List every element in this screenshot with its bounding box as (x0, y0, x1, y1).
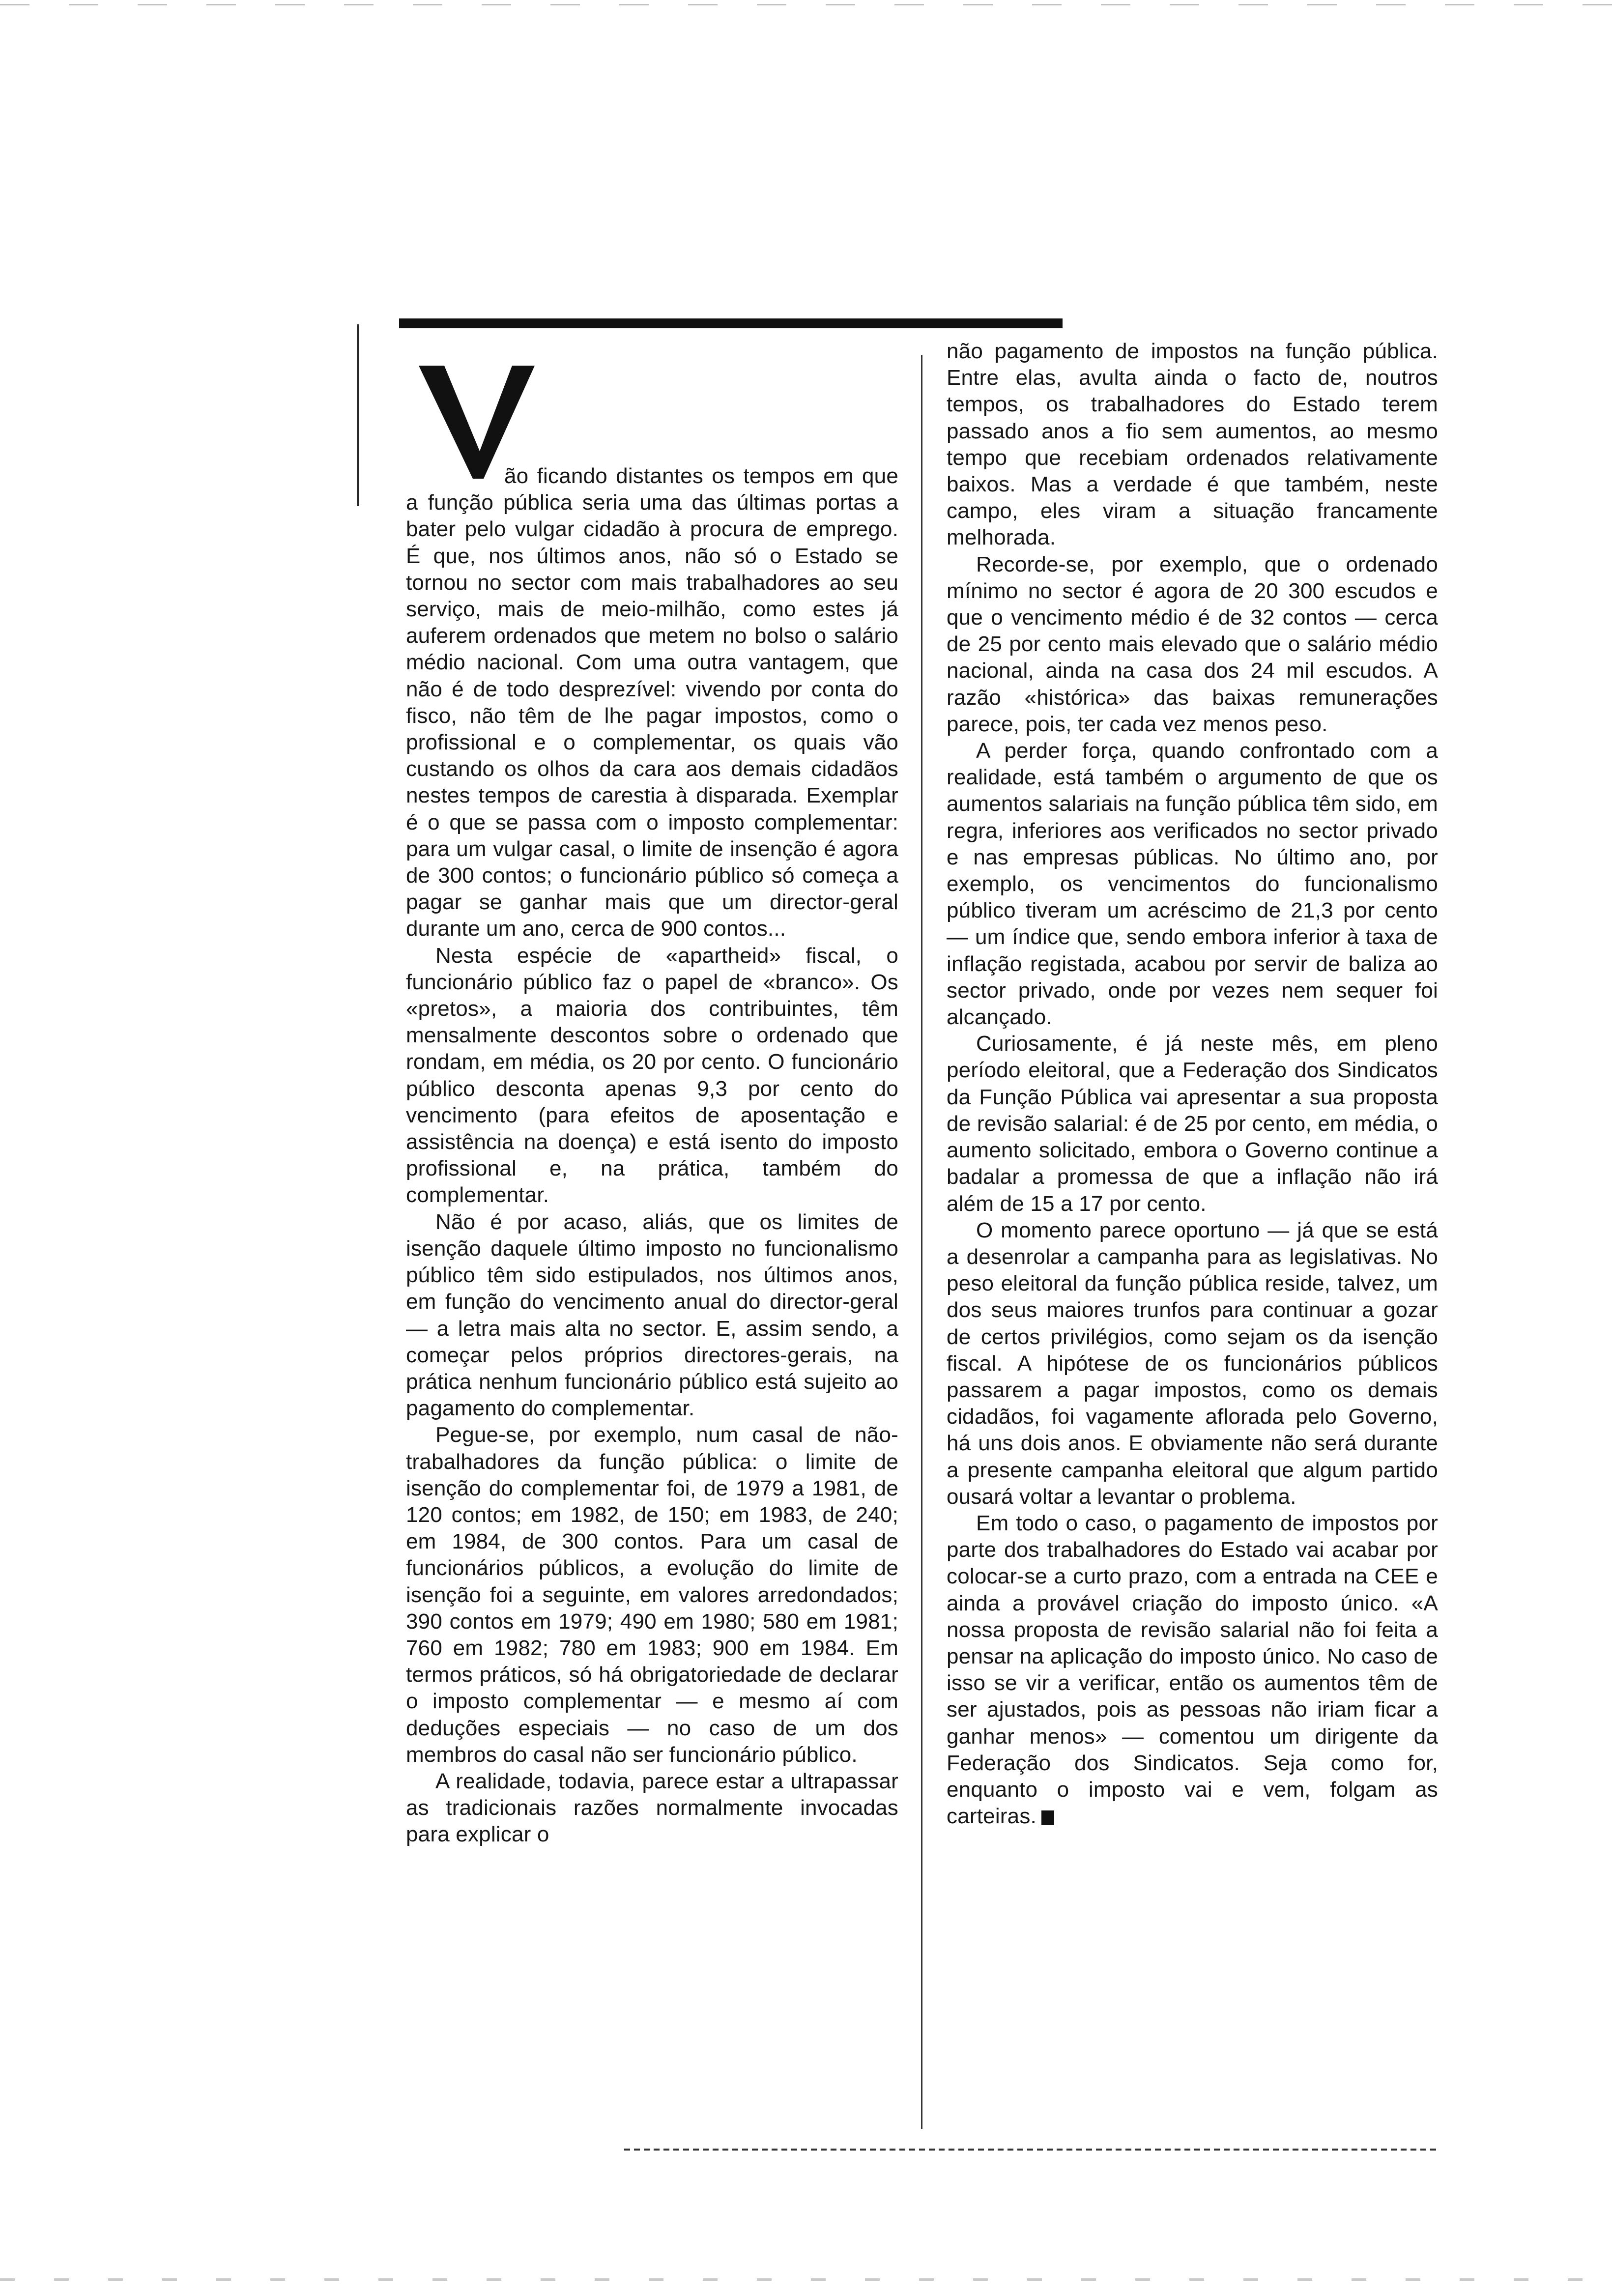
paragraph: Nesta espécie de «apartheid» fiscal, o funcionário público faz o papel de «branco». Os «pretos», a maioria dos contribuintes, têm mensalmente descontos sobre o ordenado que rondam, em média, os 20 por cento. O funcionário público desconta apenas 9,3 por cento do vencimento (para efeitos de aposentação e assistência na doença) e está isento do imposto profissional e, na prática, também do complementar. (406, 943, 898, 1207)
scan-edge-top (0, 4, 1612, 5)
column-divider (921, 355, 922, 2129)
paragraph-last (947, 1510, 1438, 1830)
article-column-1 (406, 463, 898, 1848)
drop-cap (419, 355, 537, 479)
article-column-2 (947, 338, 1438, 1830)
paragraph: Curiosamente, é já neste mês, em pleno período eleitoral, que a Federação dos Sindicatos da Função Pública vai apresentar a sua proposta de revisão salarial: é de 25 por cento, em média, o aumento solicitado, embora o Governo continue a badalar a promessa de que a inflação não irá além de 15 a 17 por cento. (947, 1032, 1438, 1216)
drop-cap-glyph (419, 355, 537, 479)
paragraph: não pagamento de impostos na função pública. Entre elas, avulta ainda o facto de, noutros tempos, os trabalhadores do Estado terem passado anos a fio sem aumentos, ao mesmo tempo que recebiam ordenados relativamente baixos. Mas a verdade é que também, neste campo, eles viram a situação francamente melhorada. (947, 339, 1438, 550)
end-mark-icon (1041, 1810, 1054, 1825)
paragraph: ão ficando distantes os tempos em que a função pública seria uma das últimas portas a bater pelo vulgar cidadão à procura de emprego. É que, nos últimos anos, não só o Estado se tornou no sector com mais trabalhadores ao seu serviço, mais de meio-milhão, como estes já auferem ordenados que metem no bolso o salário médio nacional. Com uma outra vantagem, que não é de todo desprezível: vivendo por conta do fisco, não têm de lhe pagar impostos, como o profissional e o complementar, os quais vão custando os olhos da cara aos demais cidadãos nestes tempos de carestia à disparada. Exemplar é o que se passa com o imposto complementar: para um vulgar casal, o limite de insenção é agora de 300 contos; o funcionário público só começa a pagar se ganhar mais que um director-geral durante um ano, cerca de 900 contos... (406, 464, 898, 941)
paragraph: O momento parece oportuno — já que se está a desenrolar a campanha para as legislativas. No peso eleitoral da função pública reside, talvez, um dos seus maiores trunfos para continuar a gozar de certos privilégios, como sejam os da isenção fiscal. A hipótese de os funcionários públicos passarem a pagar impostos, como os demais cidadãos, foi vagamente aflorada pelo Governo, há uns dois anos. E obviamente não será durante a presente campanha eleitoral que algum partido ousará voltar a levantar o problema. (947, 1218, 1438, 1509)
paragraph-text: Em todo o caso, o pagamento de impostos por parte dos trabalhadores do Estado vai acabar por colocar-se a curto prazo, com a entrada na CEE e ainda a provável criação do imposto único. «A nossa proposta de revisão salarial não foi feita a pensar na aplicação do imposto único. No caso de isso se vir a verificar, então os aumentos têm de ser ajustados, pois as pessoas não iriam ficar a ganhar menos» — comentou um dirigente da Federação dos Sindicatos. Seja como for, enquanto o imposto vai e vem, folgam as carteiras. (947, 1511, 1438, 1829)
paragraph: A realidade, todavia, parece estar a ultrapassar as tradicionais razões normalmente invocadas para explicar o (406, 1769, 898, 1847)
paragraph: Não é por acaso, aliás, que os limites de isenção daquele último imposto no funcionalismo público têm sido estipulados, nos últimos anos, em função do vencimento anual do director-geral — a letra mais alta no sector. E, assim sendo, a começar pelos próprios directores-gerais, na prática nenhum funcionário público está sujeito ao pagamento do complementar. (406, 1209, 898, 1421)
paragraph: A perder força, quando confrontado com a realidade, está também o argumento de que os aumentos salariais na função pública têm sido, em regra, inferiores aos verificados no sector privado e nas empresas públicas. No último ano, por exemplo, os vencimentos do funcionalismo público tiveram um acréscimo de 21,3 por cento — um índice que, sendo embora inferior à taxa de inflação registada, acabou por servir de baliza ao sector privado, onde por vezes nem sequer foi alcançado. (947, 739, 1438, 1030)
paragraph: Recorde-se, por exemplo, que o ordenado mínimo no sector é agora de 20 300 escudos e que o vencimento médio é de 32 contos — cerca de 25 por cento mais elevado que o salário médio nacional, ainda na casa dos 24 mil escudos. A razão «histórica» das baixas remunerações parece, pois, ter cada vez menos peso. (947, 552, 1438, 736)
bottom-rule (624, 2149, 1440, 2151)
paragraph: Pegue-se, por exemplo, num casal de não-trabalhadores da função pública: o limite de isenção do complementar foi, de 1979 a 1981, de 120 contos; em 1982, de 150; em 1983, de 240; em 1984, de 300 contos. Para um casal de funcionários públicos, a evolução do limite de isenção foi a seguinte, em valores arredondados; 390 contos em 1979; 490 em 1980; 580 em 1981; 760 em 1982; 780 em 1983; 900 em 1984. Em termos práticos, só há obrigatoriedade de declarar o imposto complementar — e mesmo aí com deduções especiais — no caso de um dos membros do casal não ser funcionário público. (406, 1423, 898, 1767)
scan-edge-bottom (0, 2278, 1612, 2281)
clipping-edge-rule (357, 324, 359, 506)
headline-rule (399, 318, 1063, 328)
